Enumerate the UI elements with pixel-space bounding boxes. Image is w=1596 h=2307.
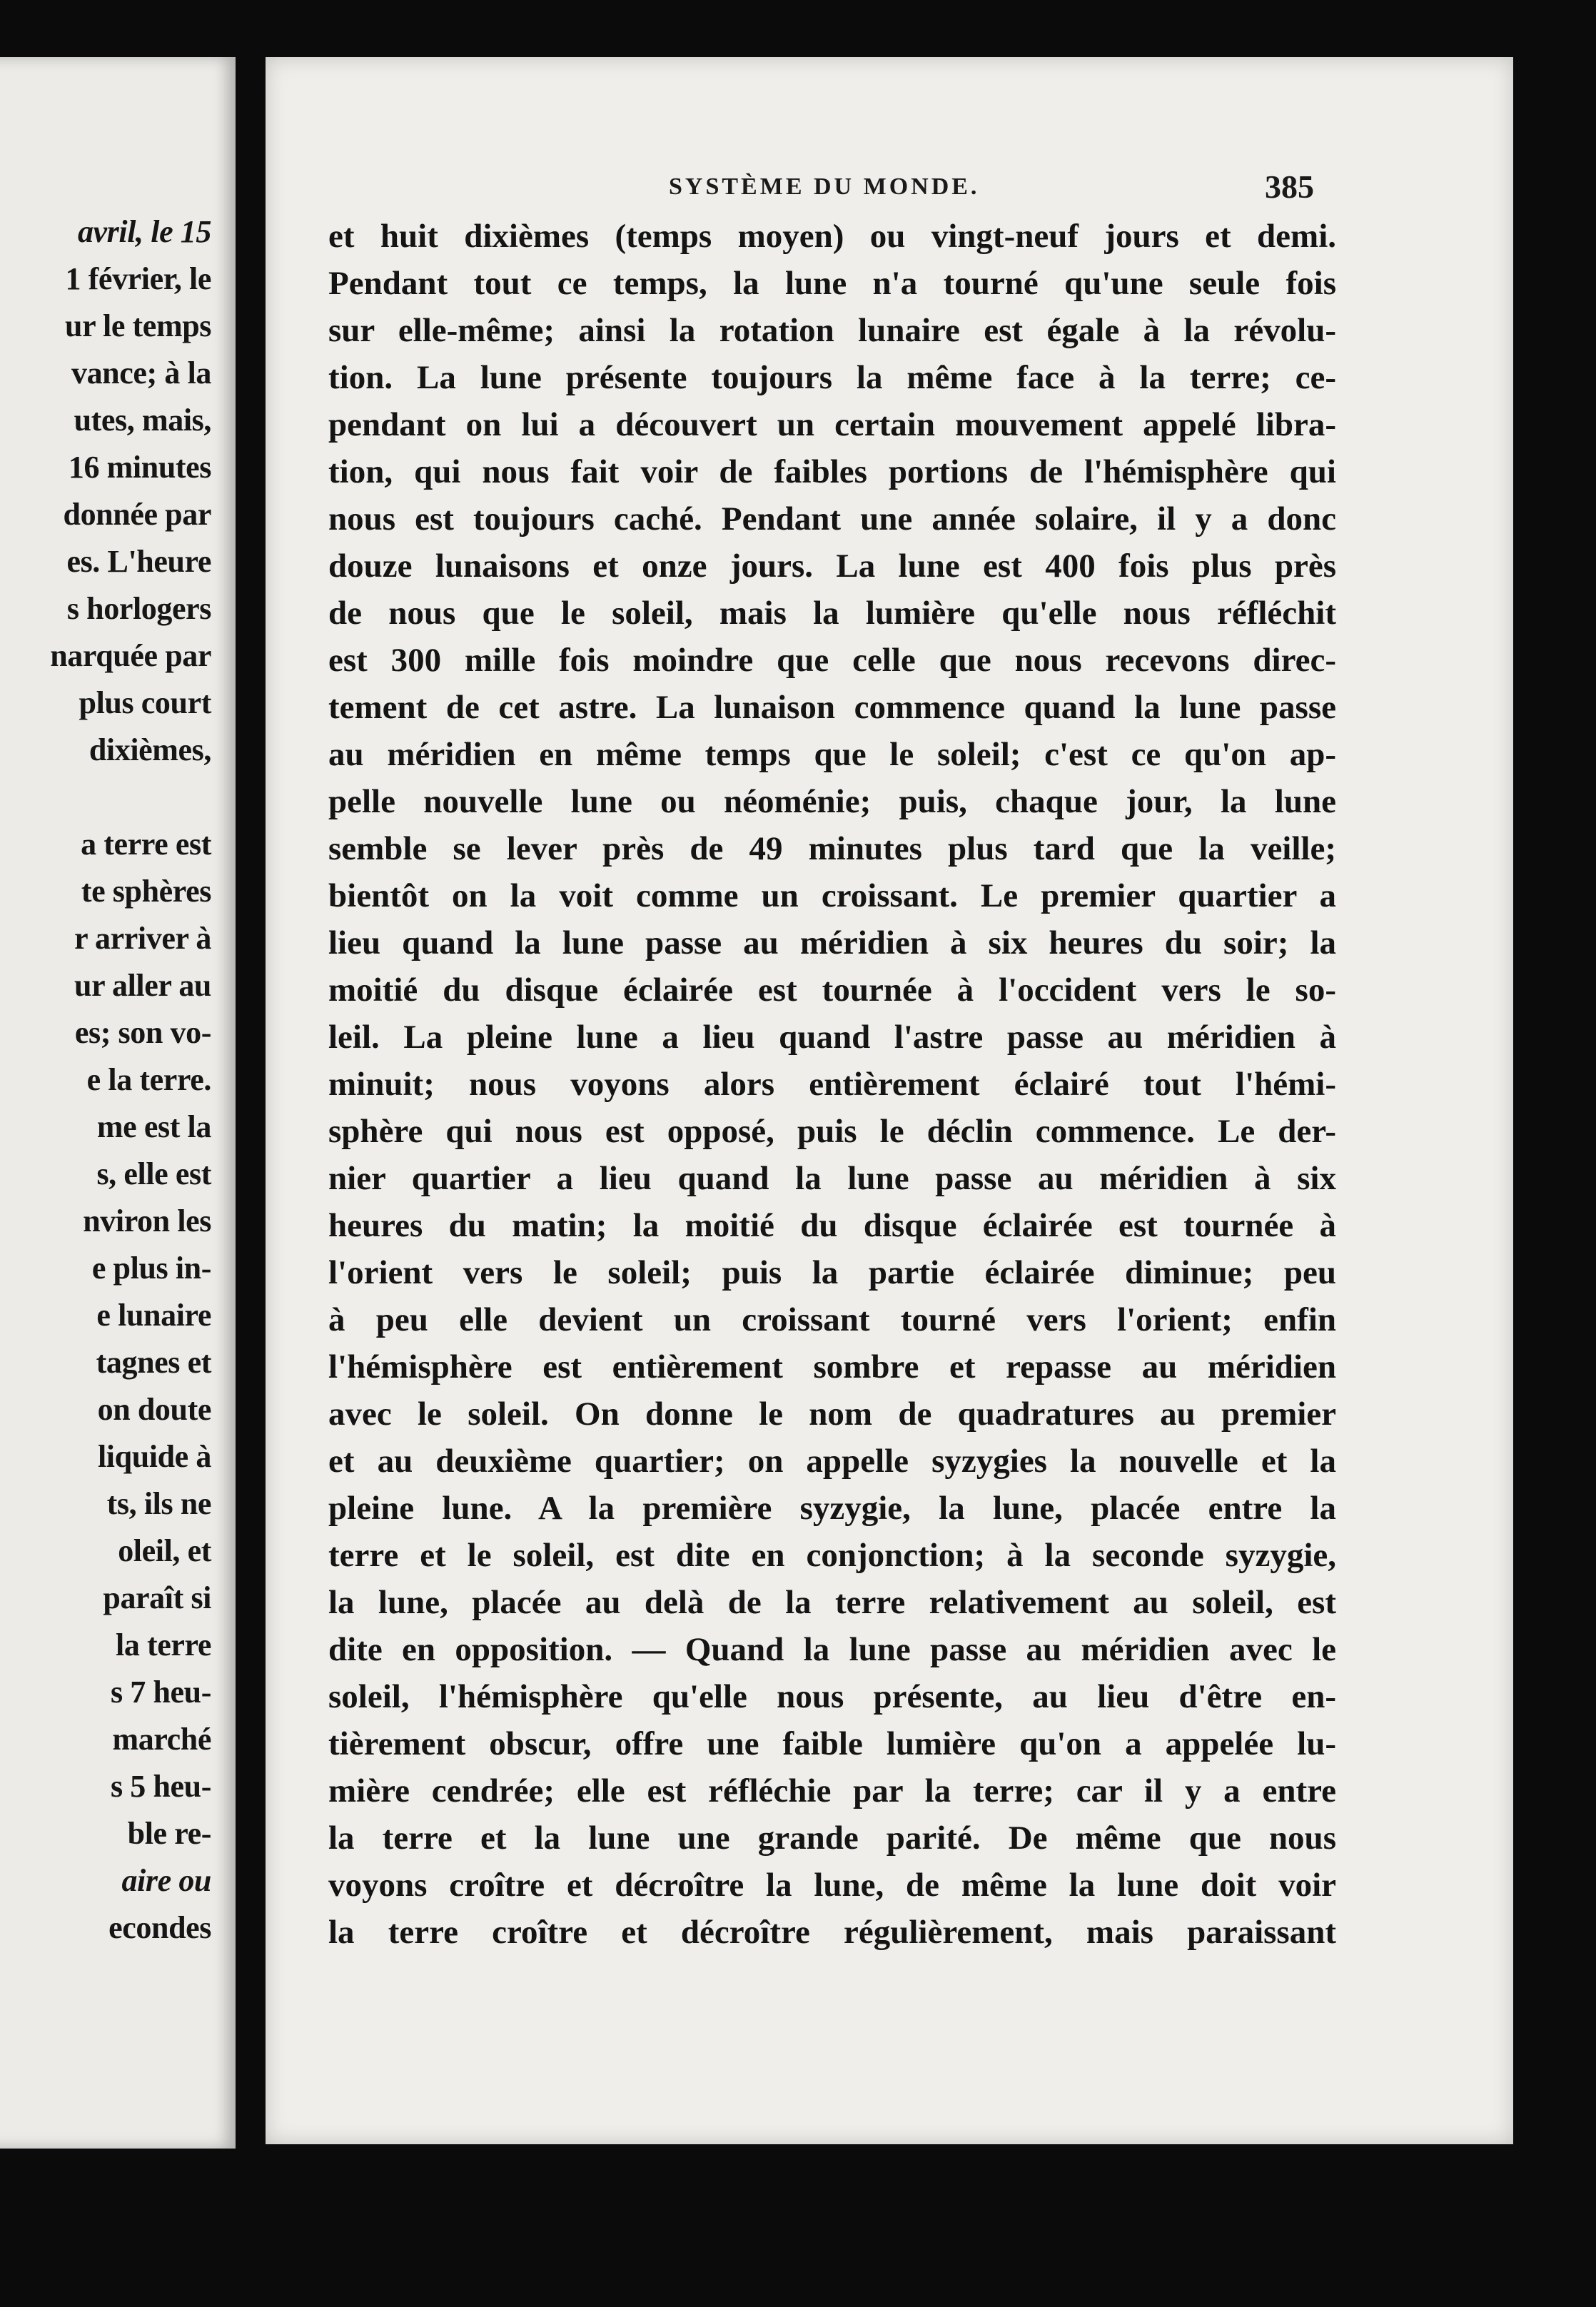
left-text-line: me est la — [96, 1109, 211, 1144]
body-line: leil. La pleine lune a lieu quand l'astre passe au méridien à — [328, 1019, 1336, 1056]
body-line: avec le soleil. On donne le nom de quadratures au premier — [328, 1395, 1336, 1433]
left-text-line: te sphères — [81, 874, 211, 909]
left-text-line: s 5 heu- — [110, 1769, 211, 1804]
body-line: tièrement obscur, offre une faible lumière qu'on a appelée lu- — [328, 1725, 1336, 1762]
body-line: douze lunaisons et onze jours. La lune est 400 fois plus près — [328, 547, 1336, 585]
body-line: tion. La lune présente toujours la même face à la terre; ce- — [328, 359, 1336, 396]
body-line: semble se lever près de 49 minutes plus tard que la veille; — [328, 830, 1336, 867]
body-line: nier quartier a lieu quand la lune passe au méridien à six — [328, 1160, 1336, 1197]
body-line: pleine lune. A la première syzygie, la lune, placée entre la — [328, 1490, 1336, 1527]
left-text-line: 16 minutes — [68, 450, 211, 485]
body-line: la terre croître et décroître régulièrement, mais paraissant — [328, 1914, 1336, 1951]
running-head — [266, 166, 1513, 208]
left-text-line: vance; à la — [71, 355, 211, 390]
left-text-line: es; son vo- — [74, 1015, 211, 1050]
body-line: Pendant tout ce temps, la lune n'a tourné qu'une seule fois — [328, 265, 1336, 302]
body-line: et huit dixièmes (temps moyen) ou vingt-neuf jours et demi. — [328, 218, 1336, 255]
left-text-line: nviron les — [83, 1203, 211, 1238]
body-line: l'hémisphère est entièrement sombre et repasse au méridien — [328, 1348, 1336, 1385]
left-page-text — [0, 208, 211, 1952]
left-text-line: marché — [112, 1722, 211, 1757]
left-text-line: ts, ils ne — [106, 1486, 211, 1521]
body-line: de nous que le soleil, mais la lumière qu'elle nous réfléchit — [328, 595, 1336, 632]
body-line: au méridien en même temps que le soleil; c'est ce qu'on ap- — [328, 736, 1336, 773]
left-text-line: ur aller au — [74, 968, 211, 1003]
body-line: tement de cet astre. La lunaison commence quand la lune passe — [328, 689, 1336, 726]
left-text-line: es. L'heure — [66, 544, 211, 579]
body-line: la terre et la lune une grande parité. De même que nous — [328, 1819, 1336, 1857]
left-text-line: r arriver à — [74, 921, 211, 956]
left-text-line: oleil, et — [118, 1533, 211, 1568]
left-text-line: ble re- — [127, 1816, 211, 1851]
left-page-fragment — [0, 57, 236, 2149]
body-line: minuit; nous voyons alors entièrement éclairé tout l'hémi- — [328, 1066, 1336, 1103]
body-line: mière cendrée; elle est réfléchie par la terre; car il y a entre — [328, 1772, 1336, 1809]
left-text-line: e la terre. — [86, 1062, 211, 1097]
body-line: dite en opposition. — Quand la lune passe au méridien avec le — [328, 1631, 1336, 1668]
body-text — [328, 213, 1336, 1956]
left-text-line: narquée par — [50, 638, 211, 673]
body-line: heures du matin; la moitié du disque éclairée est tournée à — [328, 1207, 1336, 1244]
left-text-line: 1 février, le — [65, 261, 211, 296]
body-line: et au deuxième quartier; on appelle syzygies la nouvelle et la — [328, 1443, 1336, 1480]
body-line: pendant on lui a découvert un certain mouvement appelé libra- — [328, 406, 1336, 443]
left-text-line: on doute — [97, 1392, 211, 1427]
left-text-line: tagnes et — [96, 1345, 211, 1380]
left-text-line: e lunaire — [96, 1298, 211, 1333]
left-text-line: paraît si — [103, 1580, 211, 1615]
body-line: moitié du disque éclairée est tournée à l'occident vers le so- — [328, 971, 1336, 1009]
left-text-line: s horlogers — [66, 591, 211, 626]
left-text-line: la terre — [116, 1627, 211, 1662]
body-line: terre et le soleil, est dite en conjonction; à la seconde syzygie, — [328, 1537, 1336, 1574]
left-text-line: donnée par — [63, 497, 211, 532]
left-text-line: dixièmes, — [89, 732, 211, 767]
body-line: voyons croître et décroître la lune, de même la lune doit voir — [328, 1867, 1336, 1904]
left-text-line: ur le temps — [65, 308, 211, 343]
left-text-line — [0, 774, 211, 821]
body-line: nous est toujours caché. Pendant une année solaire, il y a donc — [328, 500, 1336, 537]
main-page — [266, 57, 1513, 2144]
running-title: SYSTÈME DU MONDE. — [669, 173, 980, 200]
left-text-line: econdes — [108, 1910, 211, 1945]
body-line: bientôt on la voit comme un croissant. Le premier quartier a — [328, 877, 1336, 914]
left-text-line: plus court — [79, 685, 211, 720]
left-text-line: s 7 heu- — [110, 1675, 211, 1710]
page-number: 385 — [1265, 168, 1314, 205]
body-line: soleil, l'hémisphère qu'elle nous présente, au lieu d'être en- — [328, 1678, 1336, 1715]
body-line: est 300 mille fois moindre que celle que nous recevons direc- — [328, 642, 1336, 679]
body-line: lieu quand la lune passe au méridien à six heures du soir; la — [328, 924, 1336, 961]
body-line: la lune, placée au delà de la terre relativement au soleil, est — [328, 1584, 1336, 1621]
left-text-line: s, elle est — [96, 1156, 211, 1191]
left-text-line: utes, mais, — [74, 403, 211, 438]
left-text-line: a terre est — [81, 827, 211, 862]
body-line: tion, qui nous fait voir de faibles portions de l'hémisphère qui — [328, 453, 1336, 490]
body-line: pelle nouvelle lune ou néoménie; puis, chaque jour, la lune — [328, 783, 1336, 820]
left-text-line: liquide à — [97, 1439, 211, 1474]
left-text-line: e plus in- — [91, 1251, 211, 1286]
left-text-line: aire ou — [121, 1863, 211, 1898]
body-line: sur elle-même; ainsi la rotation lunaire est égale à la révolu- — [328, 312, 1336, 349]
body-line: sphère qui nous est opposé, puis le déclin commence. Le der- — [328, 1113, 1336, 1150]
body-line: à peu elle devient un croissant tourné vers l'orient; enfin — [328, 1301, 1336, 1338]
body-line: l'orient vers le soleil; puis la partie éclairée diminue; peu — [328, 1254, 1336, 1291]
left-text-line: avril, le 15 — [77, 214, 211, 249]
